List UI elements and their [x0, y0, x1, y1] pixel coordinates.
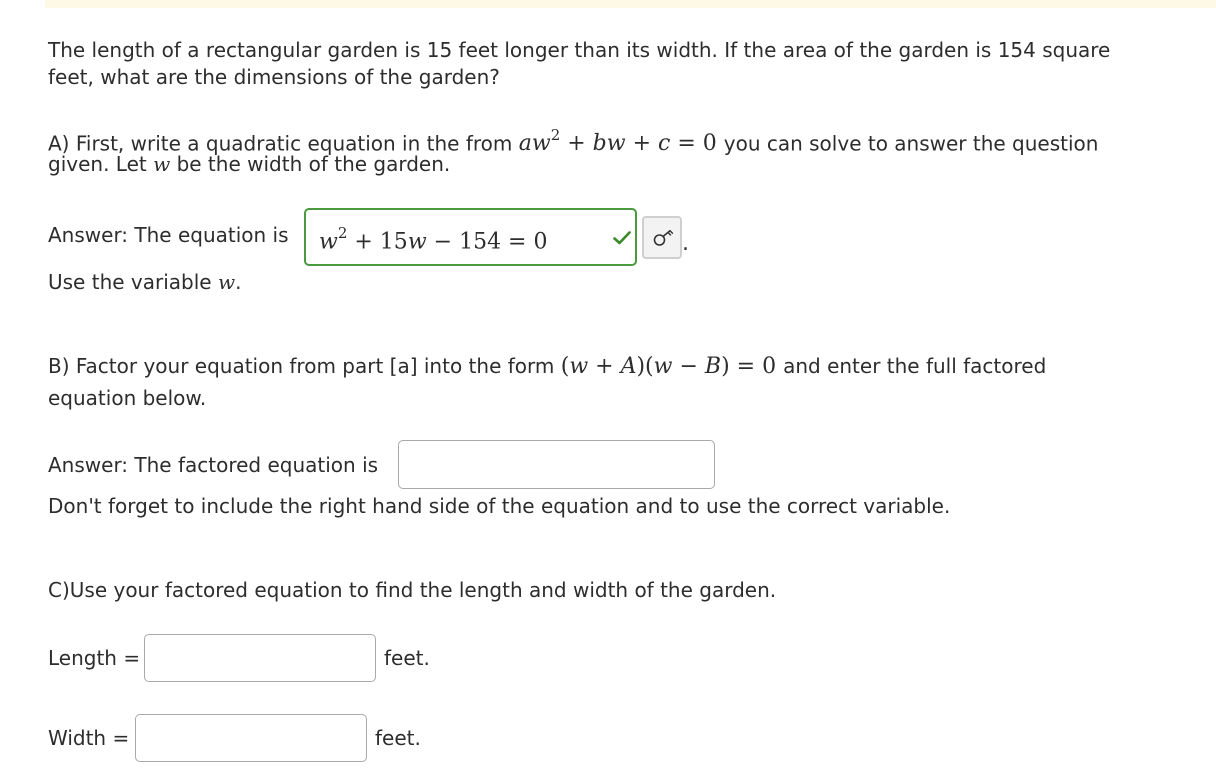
part-c-prompt: C)Use your factored equation to find the length and width of the garden. [48, 578, 777, 602]
part-b-instruction [48, 353, 1046, 380]
part-a-variable-hint [48, 269, 241, 296]
hint-period: . [235, 270, 242, 294]
part-b-prefix: B) Factor your equation from part [a] into the form [48, 354, 555, 378]
part-b-suffix: and enter the full factored [783, 354, 1047, 378]
factored-form-math: (w + A)(w − B) = 0 [560, 354, 784, 379]
equation-answer-field[interactable] [304, 208, 637, 266]
length-label: Length = [48, 646, 141, 670]
checkmark-icon [613, 231, 631, 245]
hint-text: Use the variable [48, 270, 212, 294]
length-unit: feet. [384, 646, 430, 670]
part-a-answer-label: Answer: The equation is [48, 223, 289, 247]
factored-equation-input[interactable] [398, 440, 715, 489]
width-label: Width = [48, 726, 130, 750]
width-unit: feet. [375, 726, 421, 750]
key-icon [653, 229, 675, 247]
part-a-prefix: A) First, write a quadratic equation in the from [48, 131, 513, 156]
width-input[interactable] [135, 714, 367, 762]
top-banner [45, 0, 1216, 8]
preview-key-button[interactable] [642, 216, 682, 259]
width-variable: w [153, 152, 171, 176]
question-text-line-1: The length of a rectangular garden is 15 feet longer than its width. If the area of the garden is 154 square [48, 38, 1111, 62]
part-b-instruction-line-2: equation below. [48, 386, 207, 410]
part-a-line2-before: given. Let [48, 152, 147, 176]
question-text-line-2: feet, what are the dimensions of the garden? [48, 65, 500, 89]
quadratic-form-math: $aw^2$ + bw + c = 0 [518, 126, 724, 157]
hint-variable: w [217, 270, 236, 294]
equation-period: . [682, 231, 689, 256]
part-a-suffix: you can solve to answer the question [723, 131, 1099, 156]
equation-answer-value: $w^2 + 15w - 154 = 0$ [319, 224, 548, 255]
length-input[interactable] [144, 634, 376, 682]
part-a-instruction-line-2 [48, 151, 450, 178]
part-a-line2-after: be the width of the garden. [176, 152, 451, 176]
part-b-note: Don't forget to include the right hand side of the equation and to use the correct variable. [48, 494, 951, 518]
part-b-answer-label: Answer: The factored equation is [48, 453, 379, 477]
